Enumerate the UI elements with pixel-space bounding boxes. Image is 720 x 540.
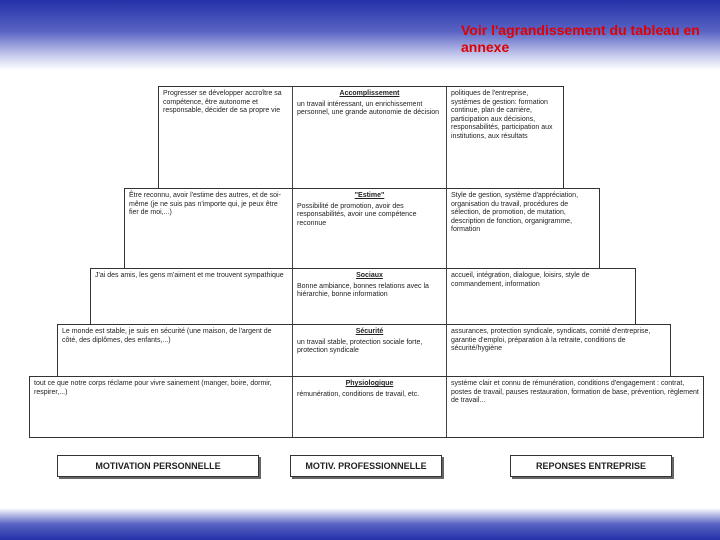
professional-motivation-text: Possibilité de promotion, avoir des responsabilités, avoir une compétence reconnue <box>297 202 417 227</box>
tier-heading: Physiologique <box>345 380 394 387</box>
annex-note: Voir l'agrandissement du tableau en annexe <box>461 22 700 55</box>
company-response-text: politiques de l'entreprise, systèmes de gestion: formation continue, plan de carrière, participation aux décisions, responsabilités, participation aux institutions, aux résultats <box>451 90 553 140</box>
tier-heading: Accomplissement <box>339 90 400 97</box>
professional-motivation-text: Bonne ambiance, bonnes relations avec la hiérarchie, bonne information <box>297 282 429 299</box>
tier-accomplishment <box>158 86 564 190</box>
tier-physiological <box>29 376 704 438</box>
tier-heading: Sécurité <box>355 328 384 335</box>
company-response-text: système clair et connu de rémunération, conditions d'engagement : contrat, postes de travail, pauses restauration, formation de base, prévention, règlement de travail... <box>451 380 699 405</box>
professional-motivation-text: un travail stable, protection sociale forte, protection syndicale <box>297 338 423 355</box>
footer-company-responses: REPONSES ENTREPRISE <box>510 455 672 477</box>
personal-motivation-text: Progresser se développer accroître sa compétence, être autonome et responsable, décider de sa propre vie <box>163 90 282 115</box>
company-response-text: Style de gestion, système d'appréciation, organisation du travail, procédures de sélection, de promotion, de mutation, description de fonction, organigramme, formation <box>451 192 579 234</box>
bottom-gradient-band <box>0 508 720 540</box>
company-response-text: assurances, protection syndicale, syndicats, comité d'entreprise, garantie d'emploi, préparation à la retraite, conditions de sécurité/hygiène <box>451 328 651 353</box>
professional-motivation-text: un travail intéressant, un enrichissement personnel, une grande autonomie de décision <box>297 100 440 117</box>
professional-motivation-text: rémunération, conditions de travail, etc. <box>297 390 420 398</box>
personal-motivation-text: tout ce que notre corps réclame pour vivre sainement (manger, boire, dormir, respirer,...) <box>34 380 272 396</box>
personal-motivation-text: J'ai des amis, les gens m'aiment et me trouvent sympathique <box>95 272 284 279</box>
footer-professional-motivation: MOTIV. PROFESSIONNELLE <box>290 455 442 477</box>
company-response-text: accueil, intégration, dialogue, loisirs, style de commandement, information <box>451 272 590 288</box>
tier-social <box>90 268 636 326</box>
personal-motivation-text: Être reconnu, avoir l'estime des autres, et de soi-même (je ne suis pas n'importe qui, je peux être fier de moi,...) <box>129 192 281 217</box>
tier-esteem <box>124 188 600 270</box>
tier-heading: "Estime" <box>354 192 385 199</box>
personal-motivation-text: Le monde est stable, je suis en sécurité (une maison, de l'argent de côté, des diplômes, des enfants,...) <box>62 328 272 344</box>
tier-heading: Sociaux <box>356 272 383 279</box>
tier-security <box>57 324 671 378</box>
footer-personal-motivation: MOTIVATION PERSONNELLE <box>57 455 259 477</box>
